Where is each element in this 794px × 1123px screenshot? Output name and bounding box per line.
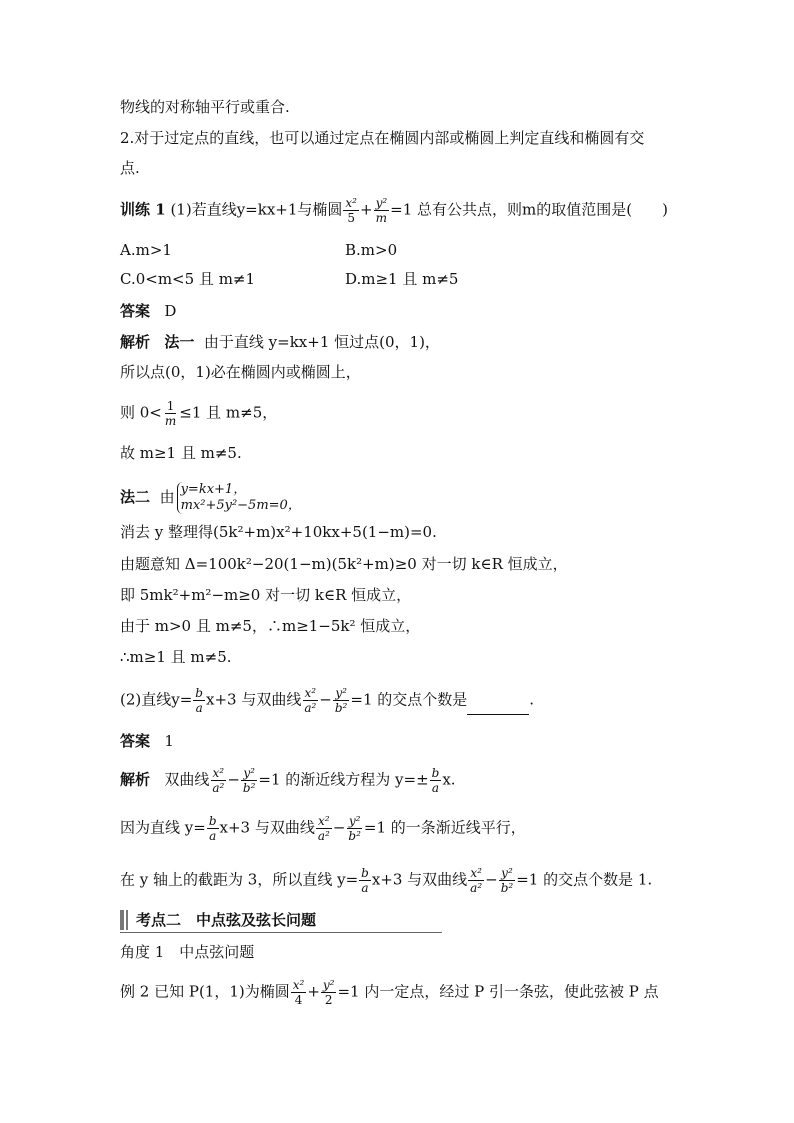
answer-label: 答案 xyxy=(120,732,151,750)
text-line: 所以点(0，1)必在椭圆内或椭圆上， xyxy=(120,363,361,381)
training-question-1: 训练 1 (1)若直线y=kx+1与椭圆 $\frac{\text{x²}}{5}$ + $\frac{\text{y²}}{m}$ =1 总有公共点，则m的取值范围是( ) xyxy=(120,196,668,225)
text-line: 消去 y 整理得(5k²+m)x²+10kx+5(1−m)=0. xyxy=(120,523,437,541)
section-marker xyxy=(120,910,124,930)
example-2: 例 2 已知 P(1，1)为椭圆 $\frac{\text{x²}}{4}$ + $\frac{\text{y²}}{2}$ =1 内一定点，经过 P 引一条弦，使此弦被 P 点 xyxy=(120,978,659,1007)
text-line: 点. xyxy=(120,159,140,177)
text-line: 则 0< $\frac{1}{m}$ ≤1 且 m≠5， xyxy=(120,399,278,428)
option-a: A.m>1 xyxy=(120,241,172,259)
option-c: C.0<m<5 且 m≠1 xyxy=(120,270,256,288)
text-line: 在 y 轴上的截距为 3，所以直线 y= $\frac{b}{a}$ x+3 与双曲线 $\frac{\text{x²}}{\text{a²}}$ − $\frac{\text{y²}}{\text{b²}}$ =1 的交点个数是 1. xyxy=(120,866,653,895)
answer-line-1 xyxy=(120,300,176,322)
analysis-line-2: 解析 双曲线 $\frac{\text{x²}}{\text{a²}}$ − $\frac{\text{y²}}{\text{b²}}$ =1 的渐近线方程为 y=± $\frac{b}{a}$ x. xyxy=(120,766,456,795)
method-2-label: 法二 xyxy=(120,488,151,506)
fraction: $\frac{\text{y²}}{\text{b²}}$ xyxy=(348,814,361,843)
fraction: $\frac{b}{a}$ xyxy=(431,766,440,795)
fraction: $\frac{b}{a}$ xyxy=(195,686,203,715)
fraction: $\frac{\text{x²}}{5}$ xyxy=(345,196,357,225)
option-b: B.m>0 xyxy=(345,241,398,259)
text-line: 物线的对称轴平行或重合. xyxy=(120,98,290,116)
fraction: $\frac{\text{y²}}{\text{b²}}$ xyxy=(334,686,348,715)
fraction: $\frac{b}{a}$ xyxy=(208,814,217,843)
section-marker xyxy=(126,910,128,930)
fraction: $\frac{\text{x²}}{4}$ xyxy=(292,978,305,1007)
fraction: $\frac{b}{a}$ xyxy=(361,866,369,895)
method-2-line: 法二 由 y=kx+1， mx²+5y²−5m=0， xyxy=(120,482,301,513)
analysis-line: 解析 法一 由于直线 y=kx+1 恒过点(0，1)， xyxy=(120,333,440,351)
text-line: 因为直线 y= $\frac{b}{a}$ x+3 与双曲线 $\frac{\text{x²}}{\text{a²}}$ − $\frac{\text{y²}}{\text{b²}}$ =1 的一条渐近线平行， xyxy=(120,814,526,843)
answer-value: 1 xyxy=(164,732,174,750)
analysis-label: 解析 xyxy=(120,770,151,789)
text-line: 由于 m>0 且 m≠5，∴m≥1−5k² 恒成立， xyxy=(120,617,421,635)
text-line: 故 m≥1 且 m≠5. xyxy=(120,444,242,462)
fraction: $\frac{\text{x²}}{\text{a²}}$ xyxy=(470,866,483,895)
fraction: $\frac{\text{y²}}{\text{b²}}$ xyxy=(242,766,256,795)
fraction: $\frac{\text{x²}}{\text{a²}}$ xyxy=(212,766,225,795)
fraction: $\frac{\text{y²}}{2}$ xyxy=(322,978,335,1007)
training-label: 训练 1 xyxy=(120,200,166,219)
answer-label: 答案 xyxy=(120,302,151,320)
text-line: ∴m≥1 且 m≠5. xyxy=(120,648,232,666)
fraction: $\frac{\text{x²}}{\text{a²}}$ xyxy=(304,686,317,715)
fraction: $\frac{\text{y²}}{\text{b²}}$ xyxy=(500,866,514,895)
option-d: D.m≥1 且 m≠5 xyxy=(345,270,459,288)
fraction: $\frac{\text{y²}}{m}$ xyxy=(375,196,388,225)
text-line: 即 5mk²+m²−m≥0 对一切 k∈R 恒成立， xyxy=(120,586,412,604)
section-title: 考点二 中点弦及弦长问题 xyxy=(136,911,317,929)
section-heading xyxy=(120,908,442,933)
answer-line-2 xyxy=(120,730,174,752)
equation-system: y=kx+1， mx²+5y²−5m=0， xyxy=(177,482,301,514)
training-question-2: (2)直线y= $\frac{b}{a}$ x+3 与双曲线 $\frac{\text{x²}}{\text{a²}}$ − $\frac{\text{y²}}{\text{b²}}$ =1 的交点个数是 . xyxy=(120,686,535,715)
method-1-label: 法一 xyxy=(164,333,195,351)
answer-blank xyxy=(467,700,529,715)
fraction: $\frac{\text{x²}}{\text{a²}}$ xyxy=(317,814,330,843)
angle-heading: 角度 1 中点弦问题 xyxy=(120,943,255,961)
text-line: 由题意知 Δ=100k²−20(1−m)(5k²+m)≥0 对一切 k∈R 恒成立， xyxy=(120,555,568,573)
text-line: 2.对于过定点的直线，也可以通过定点在椭圆内部或椭圆上判定直线和椭圆有交 xyxy=(120,129,645,147)
fraction: $\frac{1}{m}$ xyxy=(164,399,177,428)
analysis-label: 解析 xyxy=(120,333,151,351)
answer-value: D xyxy=(164,302,177,320)
